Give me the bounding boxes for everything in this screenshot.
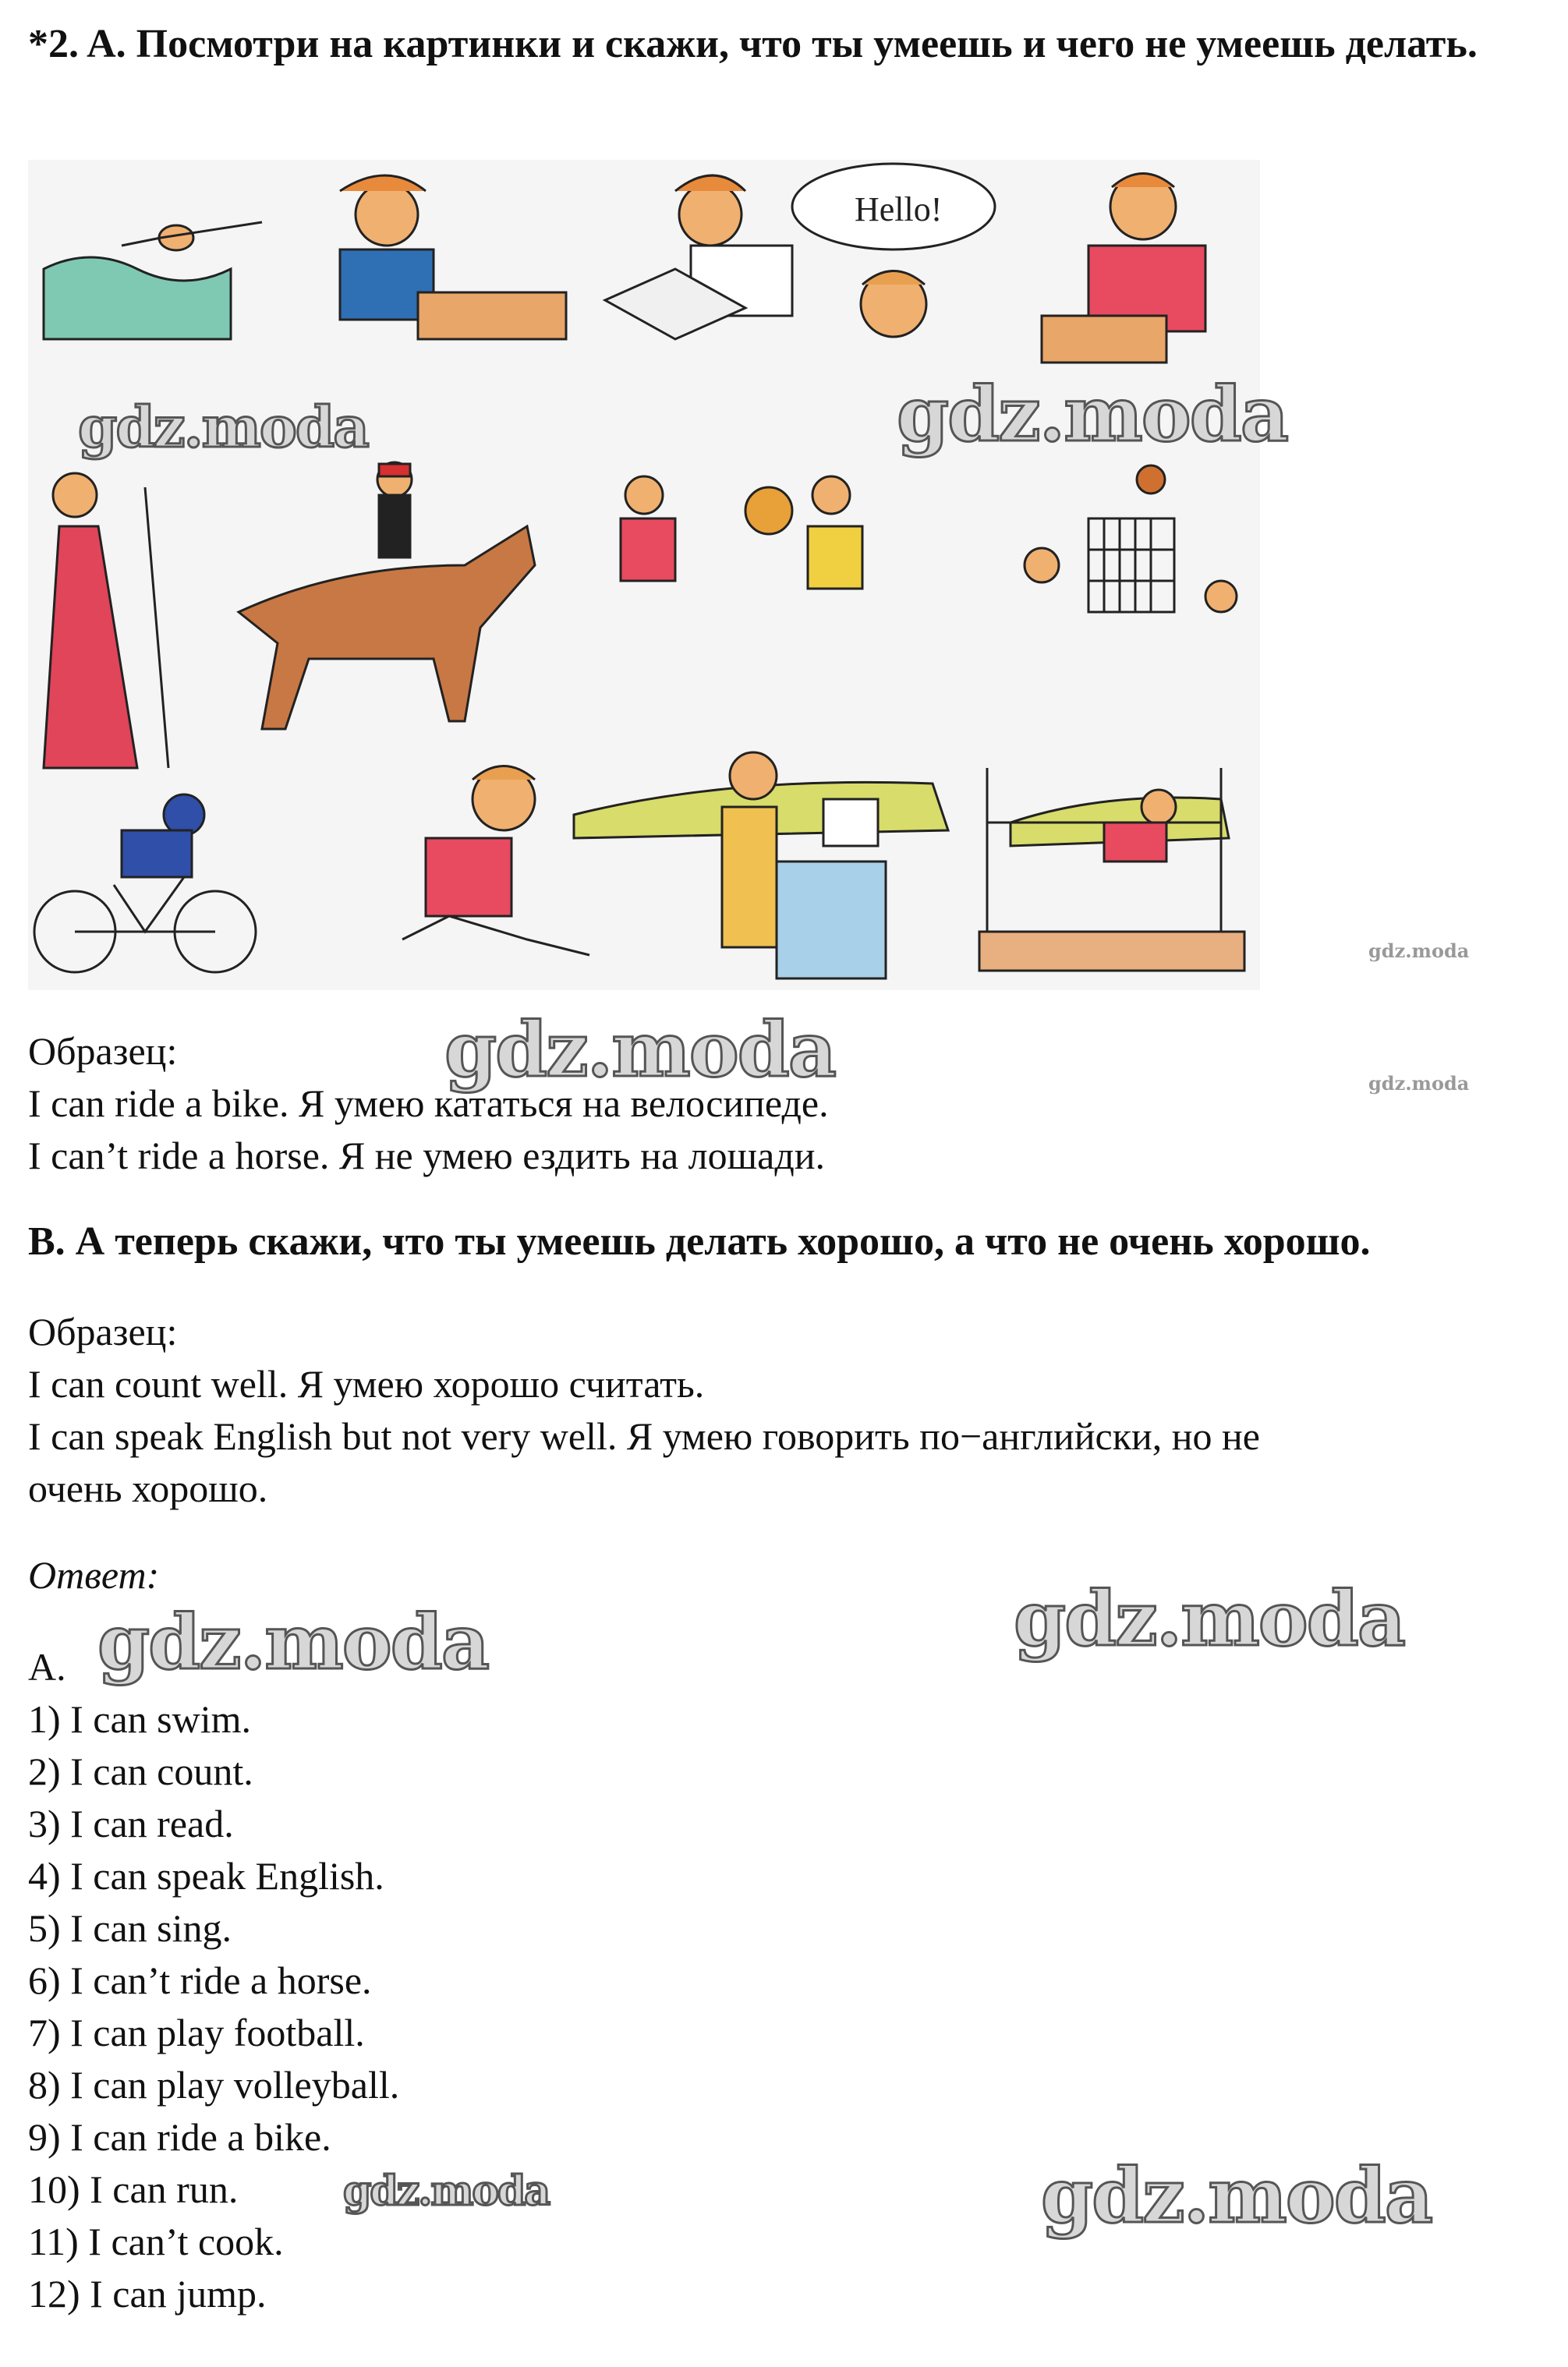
sample-line-a-2: I can’t ride a horse. Я не умею ездить на лошади. [28,1134,826,1177]
hello-bubble-text: Hello! [855,190,943,228]
reading-boy-picture [605,175,792,339]
horse-rider-picture [239,462,535,729]
answer-item-4: 4) I can speak English. [28,1854,384,1898]
watermark: gdz.moda [78,394,368,460]
answer-item-12: 12) I can jump. [28,2272,267,2316]
answer-item-7: 7) I can play football. [28,2011,365,2054]
sample-line-b-1: I can count well. Я умею хорошо считать. [28,1362,705,1406]
speaking-boy-picture [792,164,995,337]
swimming-boy-picture [44,222,262,339]
answer-item-3: 3) I can read. [28,1802,234,1845]
sample-line-b-2: I can speak English but not very well. Я умею говорить по−английски, но не [28,1414,1260,1458]
answer-item-9: 9) I can ride a bike. [28,2115,331,2159]
answer-item-8: 8) I can play volleyball. [28,2063,400,2107]
sample-label-a: Образец: [28,1029,178,1073]
watermark: gdz.moda [444,1006,836,1094]
answer-item-1: 1) I can swim. [28,1697,252,1741]
sample-line-b-3: очень хорошо. [28,1467,268,1510]
watermark: gdz.moda [1368,1072,1470,1095]
answer-section-label: A. [28,1645,66,1689]
exercise-heading-b: B. А теперь скажи, что ты умеешь делать хорошо, а что не очень хорошо. [28,1219,1371,1264]
watermark: gdz.moda [1368,939,1470,962]
answer-item-11: 11) I can’t cook. [28,2220,284,2263]
singing-woman-picture [44,473,168,768]
volleyball-players-picture [1011,465,1237,846]
exercise-heading-a: *2. A. Посмотри на картинки и скажи, что ты умеешь и чего не умеешь делать. [28,22,1478,66]
watermark: gdz.moda [97,1598,489,1686]
watermark: gdz.moda [897,370,1288,458]
running-boy-picture [402,766,589,956]
sample-label-b: Образец: [28,1310,178,1353]
watermark: gdz.moda [1014,1575,1405,1663]
answer-label: Ответ: [28,1553,160,1597]
answer-item-6: 6) I can’t ride a horse. [28,1958,372,2002]
counting-boy-picture [340,175,566,339]
cyclist-picture [34,794,256,972]
answer-item-2: 2) I can count. [28,1750,253,1793]
watermark: gdz.moda [1041,2152,1432,2240]
sample-line-a-1: I can ride a bike. Я умею кататься на велосипеде. [28,1081,829,1125]
activity-illustrations [28,160,1260,990]
counting-boy-2-picture [1042,174,1205,363]
answer-item-5: 5) I can sing. [28,1906,232,1950]
answer-item-10: 10) I can run. [28,2167,239,2211]
watermark: gdz.moda [343,2167,550,2215]
